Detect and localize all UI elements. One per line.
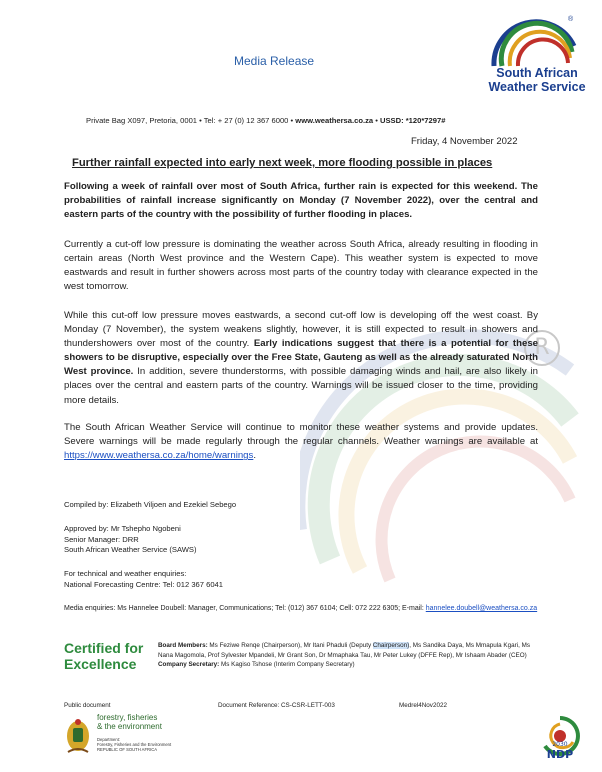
media-enquiries-text: Media enquiries: Ms Hannelee Doubell: Manager, Communications; Tel: (012) 367 6104; Cell: 072 222 6305; E-mail: xyxy=(64,605,426,612)
board-members-label: Board Members: xyxy=(158,642,208,649)
department-line2: & the environment xyxy=(97,722,162,731)
paragraph-3 xyxy=(64,309,538,408)
document-reference: Document Reference: CS-CSR-LETT-003 xyxy=(218,702,335,709)
republic-label: REPUBLIC OF SOUTH AFRICA xyxy=(97,747,158,752)
certified-line2: Excellence xyxy=(64,656,137,672)
paragraph-3-start: While this cut-off low pressure moves eastwards, a second cut-off low is developing off the west coast. By Monday (7 November), the system weakens slightly, however, it is still expected to result in showers and thundershowers over most of the country. xyxy=(64,310,538,350)
approved-by: Approved by: Mr Tshepho Ngobeni xyxy=(64,524,181,533)
warnings-link[interactable]: https://www.weathersa.co.za/home/warnings xyxy=(64,450,254,462)
logo-text-line1: South African xyxy=(496,66,578,80)
document-code: Medrel4Nov2022 xyxy=(399,702,447,709)
paragraph-3-bold: Early indications suggest that there is a potential for these showers to be disruptive, especially over the Free State, Gauteng as well as the already saturated North West province. xyxy=(64,338,538,378)
media-enquiries xyxy=(64,604,538,614)
approver-org: South African Weather Service (SAWS) xyxy=(64,545,197,555)
board-text-a: Ms Feziwe Renqe (Chairperson), Mr Itani Phaduli (Deputy xyxy=(207,642,373,649)
technical-enquiries-label: For technical and weather enquiries: xyxy=(64,569,187,578)
paragraph-4-end: . xyxy=(253,450,256,462)
address-separator: • xyxy=(373,116,380,125)
company-secretary-name: Ms Kagiso Tshose (Interim Company Secretary) xyxy=(219,661,355,669)
company-secretary xyxy=(158,660,542,670)
department-name xyxy=(97,713,162,731)
paragraph-4 xyxy=(64,421,538,463)
ndp-2030-logo-icon xyxy=(540,716,580,760)
board-members xyxy=(158,641,542,670)
board-highlight: Chairperson) xyxy=(372,642,410,649)
registered-watermark: R xyxy=(524,330,560,366)
website-text: www.weathersa.co.za xyxy=(295,116,374,125)
board-text-b: , Ms Sandika Daya, Ms Mmapula Kgari, Ms Nana Magomola, Prof Sylvester Mpandeli, Mr Grant Son, Dr Mmaphaka Tau, Mr Peter Lukey (DFFE Rep), Mr Ishaam Abader (CEO) xyxy=(158,642,531,659)
department-label: Department: xyxy=(97,737,121,742)
technical-enquiries-block xyxy=(64,569,223,590)
compiled-by: Compiled by: Elizabeth Viljoen and Ezekiel Sebego xyxy=(64,500,237,509)
approver-title: Senior Manager: DRR xyxy=(64,534,139,544)
saws-logo-arcs-icon xyxy=(484,18,586,70)
release-date: Friday, 4 November 2022 xyxy=(411,136,518,147)
paragraph-3-end: In addition, severe thunderstorms, with possible damaging winds and hail, are also likely in places over the central and eastern parts of the country. Warnings will be issued closer to the time, providing more details. xyxy=(64,366,538,406)
ndp-label: NDP xyxy=(546,748,574,760)
public-document-label: Public document xyxy=(64,702,111,709)
logo-registered-mark: ® xyxy=(568,16,574,23)
department-details xyxy=(97,737,171,752)
certified-line1: Certified for xyxy=(64,640,144,656)
certified-for-excellence xyxy=(64,640,143,672)
company-secretary-label: Company Secretary: xyxy=(158,661,220,669)
ndp-year: 2030 xyxy=(552,741,568,748)
address-text: Private Bag X097, Pretoria, 0001 • Tel: + 27 (0) 12 367 6000 • xyxy=(86,116,296,125)
address-line xyxy=(86,116,445,125)
media-email-link[interactable]: hannelee.doubell@weathersa.co.za xyxy=(425,605,538,612)
paragraph-1: Following a week of rainfall over most of South Africa, further rain is expected for this weekend. The probabilities of rainfall increase significantly on Monday (7 November 2022), over the central and eastern parts of the country with the possibility of further flooding in places. xyxy=(64,181,538,221)
logo-text-line2: Weather Service xyxy=(488,80,586,94)
saws-logo-text xyxy=(486,66,588,94)
ussd-text: USSD: *120*7297# xyxy=(379,116,446,125)
media-release-heading: Media Release xyxy=(234,54,315,68)
paragraph-2: Currently a cut-off low pressure is dominating the weather across South Africa, already resulting in flooding in certain areas (North West province and the Western Cape). This weather system is expected to move eastwards and result in further showers across most parts of the country today with clearance expected in the west tomorrow. xyxy=(64,239,538,293)
department-full-name: Forestry, Fisheries and the Environment xyxy=(97,742,172,747)
forecasting-centre-contact: National Forecasting Centre: Tel: 012 367 6041 xyxy=(64,579,224,589)
paragraph-4-start: The South African Weather Service will continue to monitor these weather systems and provide updates. Severe warnings will be made regularly through the regular channels. Weather warnings are available at xyxy=(64,422,538,448)
approved-by-block xyxy=(64,524,197,556)
release-title: Further rainfall expected into early next week, more flooding possible in places xyxy=(72,157,493,169)
department-line1: forestry, fisheries xyxy=(97,713,158,722)
board-members-text xyxy=(158,641,542,660)
